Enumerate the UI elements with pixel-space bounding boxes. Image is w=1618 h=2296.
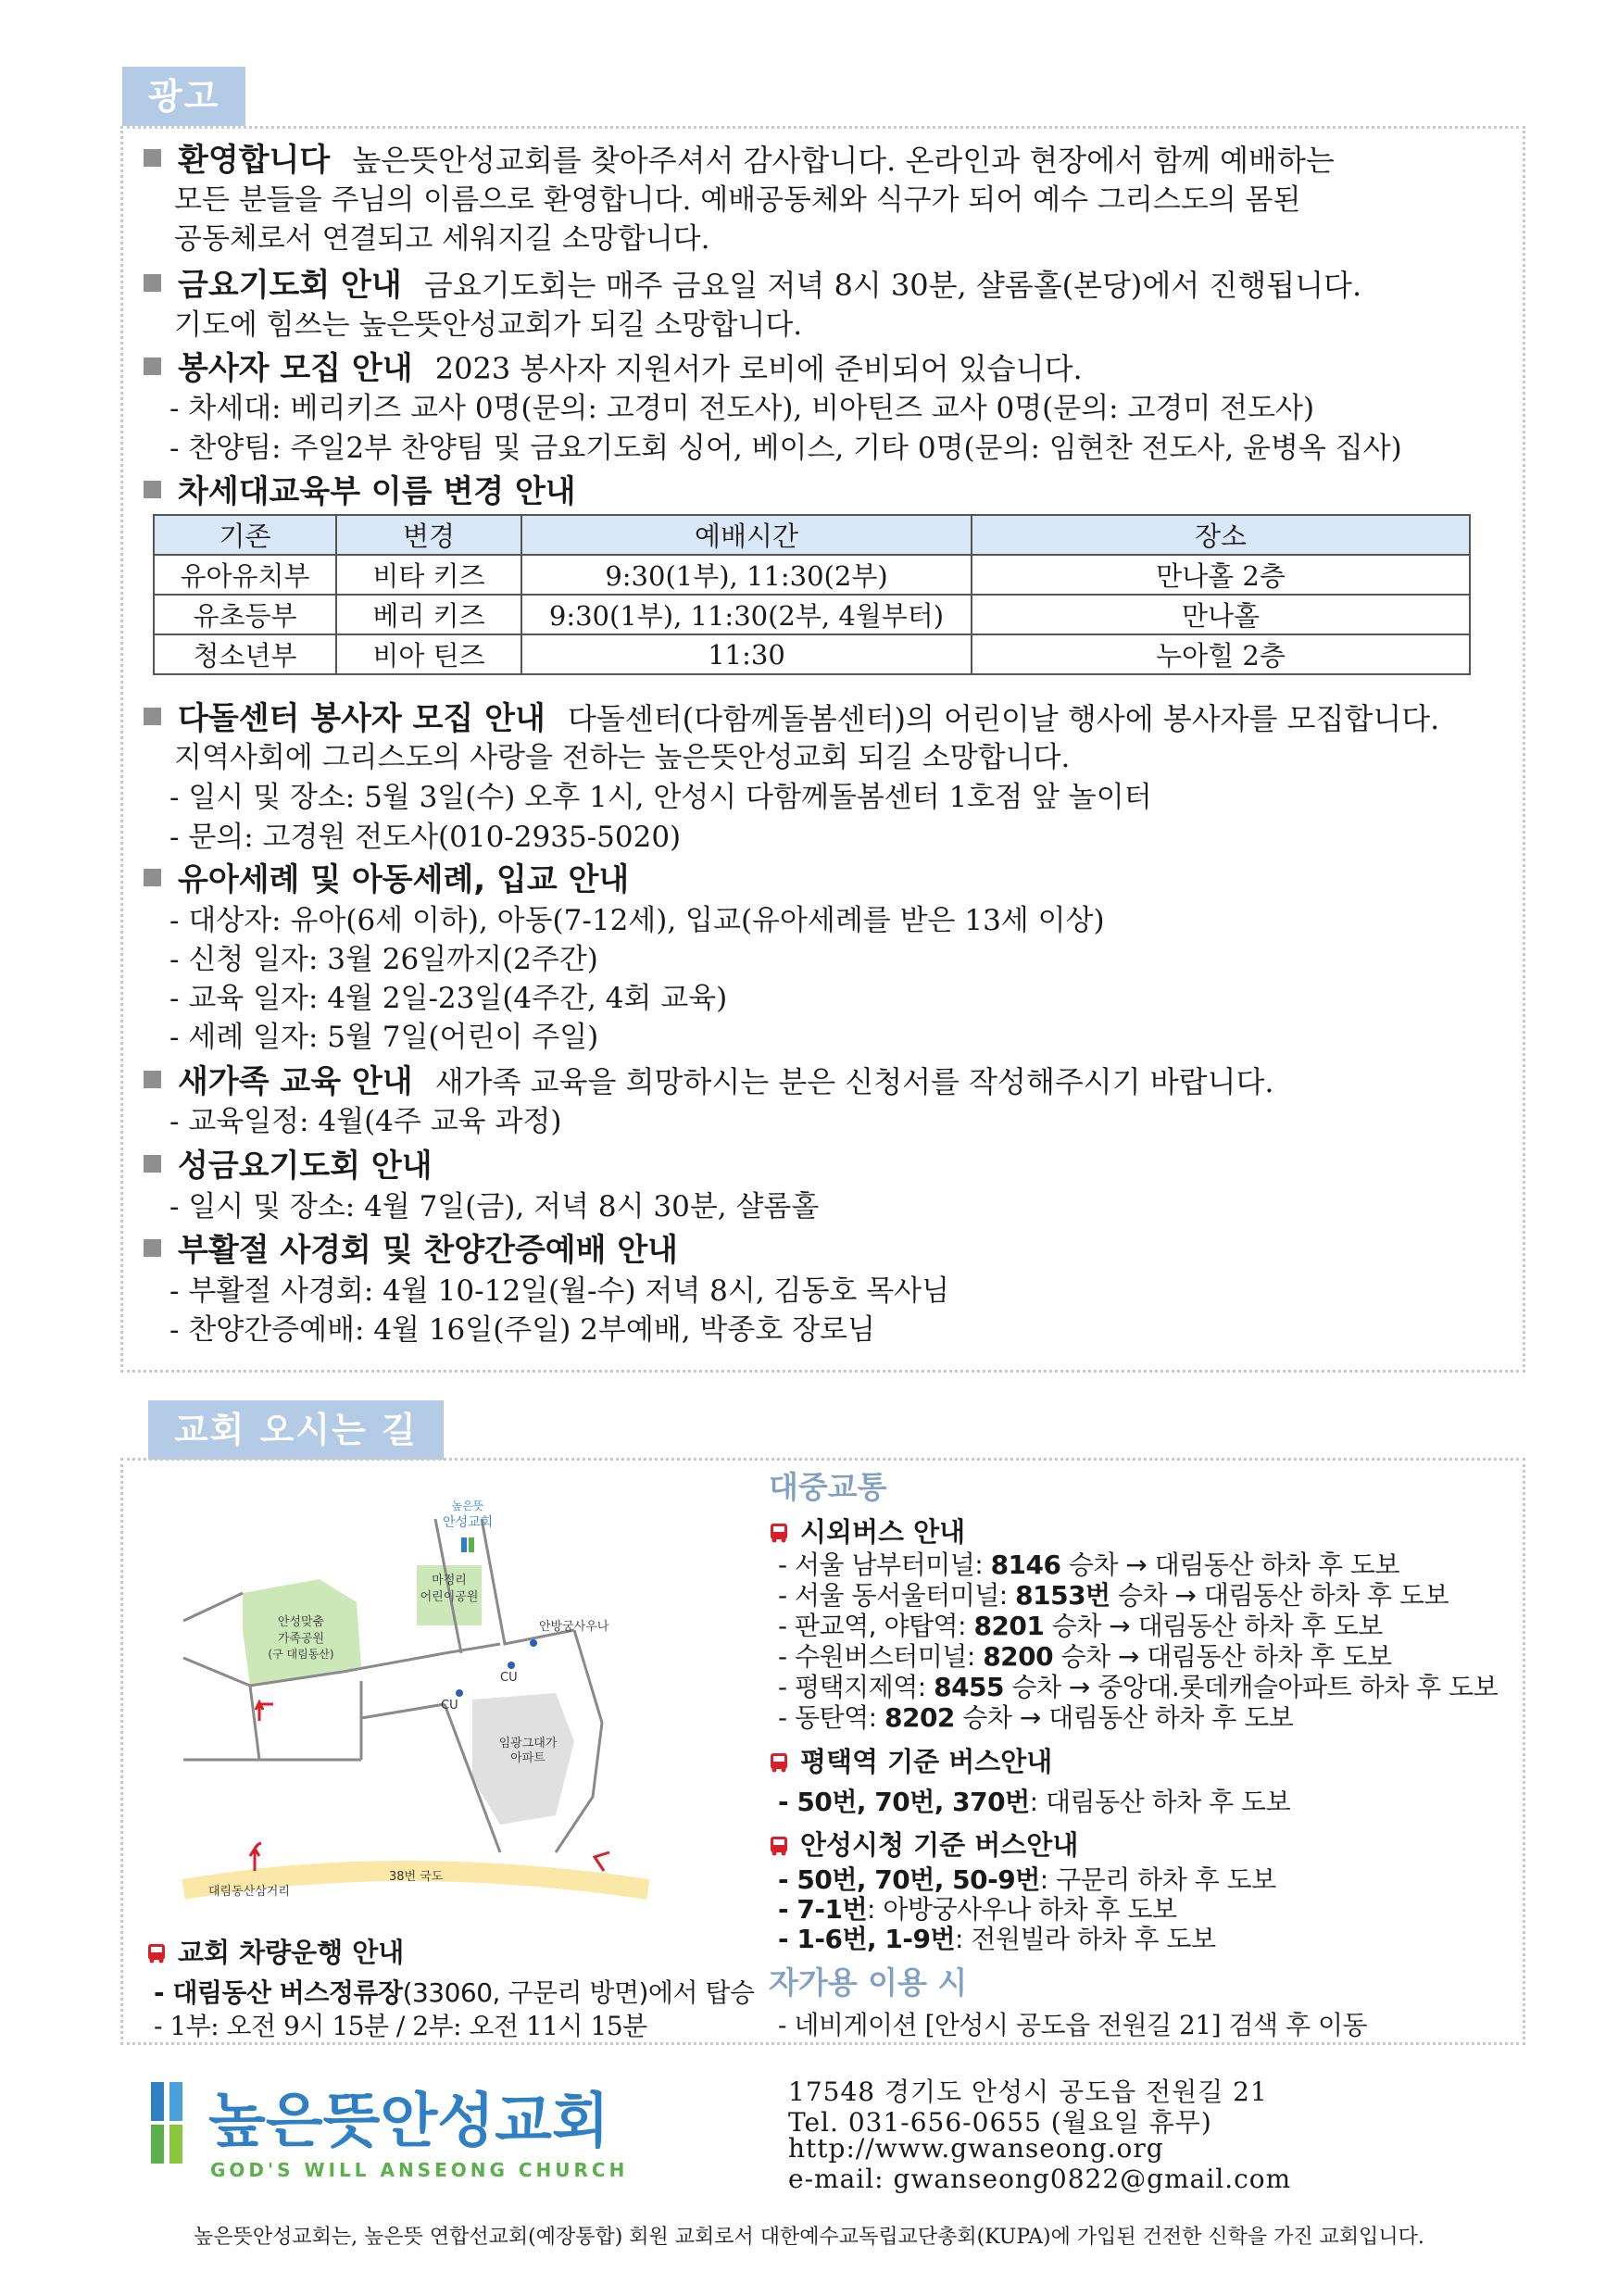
intercity-line-bus: 8153번 xyxy=(1015,1580,1110,1611)
sauna-dot-icon xyxy=(530,1639,537,1647)
intercity-line-desc: 승차 → 대림동산 하차 후 도보 xyxy=(1110,1580,1449,1611)
table-cell: 9:30(1부), 11:30(2부) xyxy=(521,555,972,595)
intercity-line-desc: 승차 → 대림동산 하차 후 도보 xyxy=(1060,1549,1399,1580)
newfamily-line-1: 새가족 교육을 희망하시는 분은 신청서를 작성해주시기 바랍니다. xyxy=(434,1064,1274,1099)
pyeongtaek-title: 평택역 기준 버스안내 xyxy=(800,1746,1053,1777)
intercity-line-bus: 8455 xyxy=(934,1672,1005,1702)
bullet-square-icon xyxy=(144,1071,161,1088)
footer-note: 높은뜻안성교회는, 높은뜻 연합선교회(예장통합) 회원 교회로서 대한예수교독립교단총회(KUPA)에 가입된 건전한 신학을 가진 교회입니다. xyxy=(194,2226,1424,2249)
cityhall-line-bus: - 7-1번 xyxy=(778,1894,868,1925)
bullet-square-icon xyxy=(144,708,161,725)
cu-dot-icon xyxy=(508,1662,515,1669)
volunteer-line-1: 2023 봉사자 지원서가 로비에 준비되어 있습니다. xyxy=(434,351,1083,386)
contact-tel: Tel. 031-656-0655 (월요일 휴무) xyxy=(788,2107,1212,2138)
dadol-line-1: 다돌센터(다함께돌봄센터)의 어린이날 행사에 봉사자를 모집합니다. xyxy=(567,701,1440,736)
intercity-title: 시외버스 안내 xyxy=(800,1516,966,1548)
table-header: 예배시간 xyxy=(521,515,972,555)
friday-title: 금요기도회 안내 xyxy=(178,267,402,304)
ads-tab-label: 광고 xyxy=(148,76,220,117)
shuttle-heading xyxy=(146,1932,404,1970)
goodfriday-title: 성금요기도회 안내 xyxy=(178,1148,433,1185)
table-cell: 만나홀 xyxy=(972,595,1470,634)
welcome-line-3: 공동체로서 연결되고 세워지길 소망합니다. xyxy=(174,222,710,256)
shuttle-line-2: - 1부: 오전 9시 15분 / 2부: 오전 11시 15분 xyxy=(154,2011,647,2041)
easter-title: 부활절 사경회 및 찬양간증예배 안내 xyxy=(178,1232,679,1269)
cityhall-heading xyxy=(769,1825,1078,1863)
ads-tab xyxy=(122,67,245,126)
map-park1-line1: 마정리 xyxy=(432,1574,467,1587)
table-cell: 유아유치부 xyxy=(154,555,336,595)
map-crossroad: 대림동산삼거리 xyxy=(208,1885,290,1899)
bullet-square-icon xyxy=(144,358,161,375)
friday-heading xyxy=(144,259,1361,305)
dadol-line-3: - 일시 및 장소: 5월 3일(수) 오후 1시, 안성시 다함께돌봄센터 1호점 앞 놀이터 xyxy=(169,781,1152,814)
table-header: 기존 xyxy=(154,515,336,555)
easter-line-1: - 부활절 사경회: 4월 10-12일(월-수) 저녁 8시, 김동호 목사님 xyxy=(169,1274,950,1308)
intercity-line-desc: 승차 → 대림동산 하차 후 도보 xyxy=(1044,1611,1383,1641)
table-header: 장소 xyxy=(972,515,1470,555)
intercity-line-desc: 승차 → 대림동산 하차 후 도보 xyxy=(1053,1641,1392,1672)
bus-icon xyxy=(769,1523,789,1543)
table-row xyxy=(154,634,1470,674)
easter-heading xyxy=(144,1224,678,1270)
bullet-square-icon xyxy=(144,1239,161,1257)
directions-tab xyxy=(148,1400,444,1460)
intercity-line-route: - 동탄역: xyxy=(778,1702,884,1733)
baptism-line-4: - 세례 일자: 5월 7일(어린이 주일) xyxy=(169,1021,599,1054)
volunteer-title: 봉사자 모집 안내 xyxy=(178,350,413,387)
shuttle-line-1-bold: - 대림동산 버스정류장 xyxy=(154,1977,403,2008)
bus-icon xyxy=(769,1836,789,1856)
table-cell: 만나홀 2층 xyxy=(972,555,1470,595)
intercity-line-desc: 승차 → 대림동산 하차 후 도보 xyxy=(954,1702,1294,1733)
baptism-line-3: - 교육 일자: 4월 2일-23일(4주간, 4회 교육) xyxy=(169,982,728,1015)
directions-tab-label: 교회 오시는 길 xyxy=(174,1410,418,1450)
table-header-row xyxy=(154,515,1470,555)
bullet-square-icon xyxy=(144,274,161,292)
shuttle-title: 교회 차량운행 안내 xyxy=(178,1937,405,1968)
table-cell: 비타 키즈 xyxy=(336,555,521,595)
bus-icon xyxy=(146,1943,167,1964)
map-park1-line2: 어린이공원 xyxy=(420,1590,479,1604)
map-sauna: 안방궁사우나 xyxy=(539,1620,609,1634)
cu-dot-icon xyxy=(456,1689,463,1697)
pyeongtaek-line-bus: - 50번, 70번, 370번 xyxy=(778,1787,1030,1817)
goodfriday-line-1: - 일시 및 장소: 4월 7일(금), 저녁 8시 30분, 샬롬홀 xyxy=(169,1190,820,1223)
newfamily-heading xyxy=(144,1056,1274,1101)
intercity-heading xyxy=(769,1512,965,1549)
map-park2-line3: (구 대림동산) xyxy=(268,1648,334,1661)
cityhall-line-bus: - 1-6번, 1-9번 xyxy=(778,1924,956,1954)
cityhall-line-bus: - 50번, 70번, 50-9번 xyxy=(778,1864,1040,1895)
intercity-line-bus: 8146 xyxy=(990,1549,1061,1580)
pyeongtaek-heading xyxy=(769,1741,1052,1779)
map-apt-line2: 아파트 xyxy=(510,1751,546,1765)
dadol-line-2: 지역사회에 그리스도의 사랑을 전하는 높은뜻안성교회 되길 소망합니다. xyxy=(174,741,1071,774)
volunteer-line-2: - 차세대: 베리키즈 교사 0명(문의: 고경미 전도사), 비아틴즈 교사 0명(문의: 고경미 전도사) xyxy=(169,392,1315,425)
table-row xyxy=(154,555,1470,595)
baptism-title: 유아세례 및 아동세례, 입교 안내 xyxy=(178,861,630,898)
volunteer-line-3: - 찬양팀: 주일2부 찬양팀 및 금요기도회 싱어, 베이스, 기타 0명(문의: 임현찬 전도사, 윤병옥 집사) xyxy=(169,432,1402,465)
contact-email[interactable]: e-mail: gwanseong0822@gmail.com xyxy=(788,2164,1292,2194)
welcome-line-2: 모든 분들을 주님의 이름으로 환영합니다. 예배공동체와 식구가 되어 예수 그리스도의 몸된 xyxy=(174,183,1301,217)
baptism-heading xyxy=(144,854,629,899)
map-apt-line1: 임광그대가 xyxy=(498,1737,558,1750)
intercity-line-route: - 서울 동서울터미널: xyxy=(778,1580,1016,1611)
contact-address: 17548 경기도 안성시 공도읍 전원길 21 xyxy=(788,2076,1268,2107)
volunteer-heading xyxy=(144,343,1083,388)
newfamily-title: 새가족 교육 안내 xyxy=(178,1063,413,1100)
map-cu-1: CU xyxy=(500,1671,518,1685)
table-cell: 11:30 xyxy=(521,634,972,674)
dadol-line-4: - 문의: 고경원 전도사(010-2935-5020) xyxy=(169,821,682,854)
church-logo xyxy=(144,2075,699,2186)
bullet-square-icon xyxy=(144,481,161,498)
welcome-line-1: 높은뜻안성교회를 찾아주셔서 감사합니다. 온라인과 현장에서 함께 예배하는 xyxy=(352,143,1335,178)
car-title: 자가용 이용 시 xyxy=(769,1964,968,2001)
map-road38: 38번 국도 xyxy=(389,1870,444,1884)
map-church-name: 안성교회 xyxy=(442,1515,494,1530)
church-marker-icon xyxy=(461,1537,474,1552)
table-cell: 비아 틴즈 xyxy=(336,634,521,674)
pyeongtaek-line xyxy=(778,1782,1290,1819)
rename-table xyxy=(153,514,1471,675)
bullet-square-icon xyxy=(144,149,161,167)
bullet-square-icon xyxy=(144,869,161,886)
dadol-heading xyxy=(144,693,1439,738)
shuttle-line-1-rest: (33060, 구문리 방면)에서 탑승 xyxy=(402,1977,755,2008)
logo-english: GOD'S WILL ANSEONG CHURCH xyxy=(210,2159,629,2181)
map-cu-2: CU xyxy=(441,1699,458,1713)
table-cell: 베리 키즈 xyxy=(336,595,521,634)
car-line: - 네비게이션 [안성시 공도읍 전원길 21] 검색 후 이동 xyxy=(778,2010,1368,2040)
cityhall-line-desc: : 전원빌라 하차 후 도보 xyxy=(955,1924,1216,1954)
bus-icon xyxy=(769,1752,789,1773)
welcome-heading xyxy=(144,134,1335,180)
logo-cross-icon xyxy=(151,2082,182,2164)
friday-line-2: 기도에 힘쓰는 높은뜻안성교회가 되길 소망합니다. xyxy=(174,308,803,342)
table-cell: 9:30(1부), 11:30(2부, 4월부터) xyxy=(521,595,972,634)
intercity-line xyxy=(778,1698,1293,1735)
friday-line-1: 금요기도회는 매주 금요일 저녁 8시 30분, 샬롬홀(본당)에서 진행됩니다. xyxy=(423,268,1362,303)
bullet-square-icon xyxy=(144,1155,161,1173)
map-park2-line2: 가족공원 xyxy=(277,1632,325,1646)
cityhall-line-desc: : 아방궁사우나 하차 후 도보 xyxy=(867,1894,1177,1925)
table-cell: 청소년부 xyxy=(154,634,336,674)
intercity-line-bus: 8201 xyxy=(973,1611,1045,1641)
church-map xyxy=(167,1482,722,1926)
baptism-line-1: - 대상자: 유아(6세 이하), 아동(7-12세), 입교(유아세례를 받은 13세 이상) xyxy=(169,904,1105,937)
table-row xyxy=(154,595,1470,634)
cityhall-line-desc: : 구문리 하차 후 도보 xyxy=(1039,1864,1276,1895)
dadol-title: 다돌센터 봉사자 모집 안내 xyxy=(178,700,546,737)
newfamily-line-2: - 교육일정: 4월(4주 교육 과정) xyxy=(169,1105,562,1138)
table-cell: 유초등부 xyxy=(154,595,336,634)
rename-title: 차세대교육부 이름 변경 안내 xyxy=(178,473,576,510)
table-cell: 누아힐 2층 xyxy=(972,634,1470,674)
welcome-title: 환영합니다 xyxy=(178,142,331,179)
easter-line-2: - 찬양간증예배: 4월 16일(주일) 2부예배, 박종호 장로님 xyxy=(169,1313,875,1347)
cityhall-line xyxy=(778,1919,1216,1956)
intercity-line-bus: 8200 xyxy=(983,1641,1054,1672)
rename-heading xyxy=(144,466,576,511)
intercity-line-bus: 8202 xyxy=(884,1702,955,1733)
pyeongtaek-line-desc: : 대림동산 하차 후 도보 xyxy=(1029,1787,1291,1817)
cityhall-title: 안성시청 기준 버스안내 xyxy=(800,1829,1079,1861)
map-park2-line1: 안성맞춤 xyxy=(277,1615,325,1629)
intercity-line-route: - 수원버스터미널: xyxy=(778,1641,984,1672)
public-transport-title: 대중교통 xyxy=(769,1469,887,1505)
contact-website[interactable]: http://www.gwanseong.org xyxy=(788,2133,1164,2164)
intercity-line-desc: 승차 → 중앙대.롯데캐슬아파트 하차 후 도보 xyxy=(1004,1672,1499,1702)
map-church-small: 높은뜻 xyxy=(451,1499,484,1512)
shuttle-line-1 xyxy=(154,1973,755,2010)
goodfriday-heading xyxy=(144,1140,433,1186)
logo-korean: 높은뜻안성교회 xyxy=(208,2088,609,2156)
table-header: 변경 xyxy=(336,515,521,555)
intercity-line-route: - 평택지제역: xyxy=(778,1672,934,1702)
baptism-line-2: - 신청 일자: 3월 26일까지(2주간) xyxy=(169,943,598,976)
intercity-line-route: - 판교역, 야탑역: xyxy=(778,1611,974,1641)
intercity-line-route: - 서울 남부터미널: xyxy=(778,1549,991,1580)
